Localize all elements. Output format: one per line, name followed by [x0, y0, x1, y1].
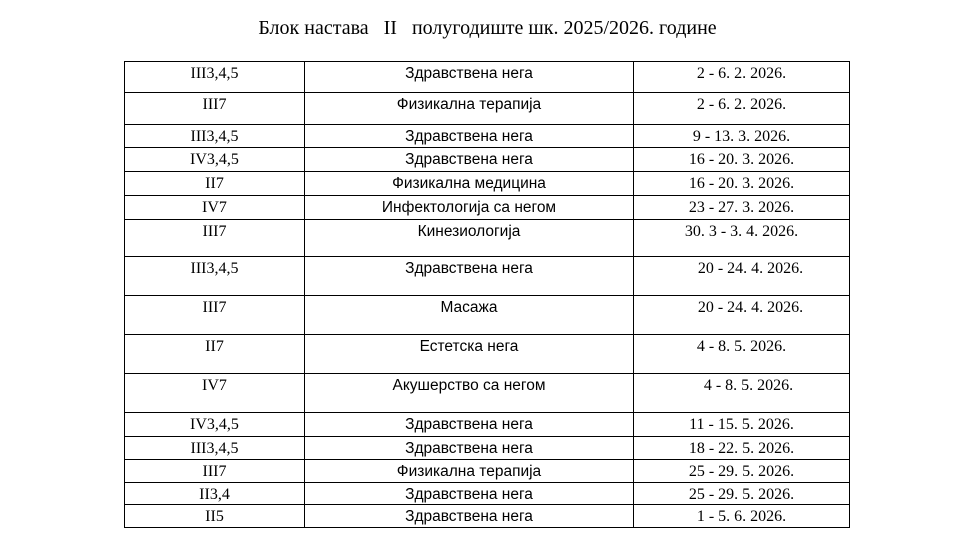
- date-cell: 2 - 6. 2. 2026.: [634, 93, 850, 125]
- table-row: [125, 62, 850, 93]
- subject-cell: Здравствена нега: [305, 483, 634, 505]
- table-row: [125, 374, 850, 413]
- class-cell: II7: [125, 335, 305, 374]
- table-row: [125, 335, 850, 374]
- subject-cell: Физикална терапија: [305, 460, 634, 483]
- subject-cell: Здравствена нега: [305, 437, 634, 460]
- class-cell: IV7: [125, 196, 305, 220]
- date-cell: 20 - 24. 4. 2026.: [634, 296, 850, 335]
- subject-cell: Здравствена нега: [305, 125, 634, 148]
- class-cell: III7: [125, 93, 305, 125]
- date-cell: 1 - 5. 6. 2026.: [634, 505, 850, 528]
- class-cell: IV7: [125, 374, 305, 413]
- table-row: [125, 483, 850, 505]
- table-row: [125, 172, 850, 196]
- date-cell: 16 - 20. 3. 2026.: [634, 172, 850, 196]
- table-row: [125, 148, 850, 172]
- table-row: [125, 125, 850, 148]
- date-cell: 20 - 24. 4. 2026.: [634, 257, 850, 296]
- subject-cell: Акушерство са негом: [305, 374, 634, 413]
- class-cell: III3,4,5: [125, 125, 305, 148]
- class-cell: III7: [125, 220, 305, 257]
- subject-cell: Здравствена нега: [305, 505, 634, 528]
- date-cell: 11 - 15. 5. 2026.: [634, 413, 850, 437]
- class-cell: IV3,4,5: [125, 148, 305, 172]
- date-cell: 4 - 8. 5. 2026.: [634, 374, 850, 413]
- class-cell: IV3,4,5: [125, 413, 305, 437]
- subject-cell: Здравствена нега: [305, 62, 634, 93]
- class-cell: II5: [125, 505, 305, 528]
- class-cell: III7: [125, 296, 305, 335]
- date-cell: 25 - 29. 5. 2026.: [634, 483, 850, 505]
- class-cell: II7: [125, 172, 305, 196]
- date-cell: 30. 3 - 3. 4. 2026.: [634, 220, 850, 257]
- table-row: [125, 460, 850, 483]
- class-cell: III7: [125, 460, 305, 483]
- table-row: [125, 196, 850, 220]
- subject-cell: Здравствена нега: [305, 413, 634, 437]
- table-row: [125, 413, 850, 437]
- date-cell: 25 - 29. 5. 2026.: [634, 460, 850, 483]
- schedule-table: [124, 61, 850, 528]
- date-cell: 2 - 6. 2. 2026.: [634, 62, 850, 93]
- table-row: [125, 220, 850, 257]
- subject-cell: Здравствена нега: [305, 257, 634, 296]
- subject-cell: Естетска нега: [305, 335, 634, 374]
- date-cell: 18 - 22. 5. 2026.: [634, 437, 850, 460]
- page-title: Блок настава II полугодиште шк. 2025/2026. године: [258, 17, 717, 39]
- subject-cell: Физикална медицина: [305, 172, 634, 196]
- date-cell: 16 - 20. 3. 2026.: [634, 148, 850, 172]
- table-row: [125, 437, 850, 460]
- table-row: [125, 296, 850, 335]
- subject-cell: Здравствена нега: [305, 148, 634, 172]
- class-cell: III3,4,5: [125, 437, 305, 460]
- subject-cell: Кинезиологија: [305, 220, 634, 257]
- date-cell: 23 - 27. 3. 2026.: [634, 196, 850, 220]
- date-cell: 4 - 8. 5. 2026.: [634, 335, 850, 374]
- subject-cell: Масажа: [305, 296, 634, 335]
- date-cell: 9 - 13. 3. 2026.: [634, 125, 850, 148]
- subject-cell: Инфектологија са негом: [305, 196, 634, 220]
- table-row: [125, 505, 850, 528]
- class-cell: II3,4: [125, 483, 305, 505]
- subject-cell: Физикална терапија: [305, 93, 634, 125]
- class-cell: III3,4,5: [125, 257, 305, 296]
- class-cell: III3,4,5: [125, 62, 305, 93]
- table-row: [125, 257, 850, 296]
- table-row: [125, 93, 850, 125]
